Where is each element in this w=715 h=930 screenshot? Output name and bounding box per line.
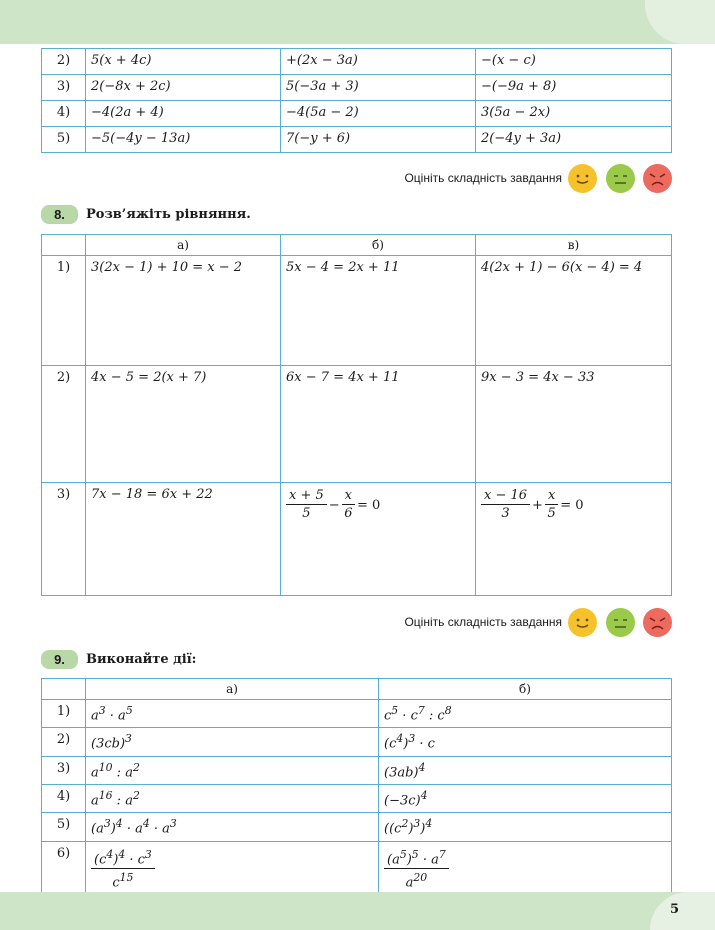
expression-cell[interactable]: $((c^2)^3)^4$ xyxy=(379,813,672,841)
bottom-band xyxy=(0,892,715,930)
row-number: 2) xyxy=(42,728,86,756)
row-number: 4) xyxy=(42,101,86,127)
page-number-box xyxy=(650,892,715,930)
column-header: а) xyxy=(86,679,379,700)
expression-cell[interactable]: $(-3c)^4$ xyxy=(379,784,672,812)
expression-cell[interactable]: −4(2a + 4) xyxy=(86,101,281,127)
row-number: 2) xyxy=(42,366,86,483)
table-row xyxy=(42,784,672,812)
neutral-face-icon[interactable] xyxy=(606,164,635,193)
expression-cell[interactable]: $c^5 \cdot c^7$ : $c^8$ xyxy=(379,700,672,728)
table-row xyxy=(42,127,672,153)
expression-cell[interactable]: $a^3 \cdot a^5$ xyxy=(86,700,379,728)
equation-cell[interactable]: 9x − 3 = 4x − 33 xyxy=(476,366,672,483)
fraction: $\frac{x + 5}{5}$ xyxy=(286,487,327,523)
fraction: $\frac{x - 16}{3}$ xyxy=(481,487,530,523)
difficulty-rating-2 xyxy=(0,607,715,639)
row-number: 5) xyxy=(42,813,86,841)
fraction: $\frac{(c^4)^4 \cdot c^3}{c^{15}}$ xyxy=(91,846,155,893)
row-number: 4) xyxy=(42,784,86,812)
hard-face-icon[interactable] xyxy=(643,164,672,193)
row-number: 3) xyxy=(42,483,86,596)
equation-cell[interactable]: 7x − 18 = 6x + 22 xyxy=(86,483,281,596)
top-band xyxy=(0,0,715,44)
table-row xyxy=(42,366,672,483)
equation-cell[interactable]: 4(2x + 1) − 6(x − 4) = 4 xyxy=(476,256,672,366)
expression-cell[interactable]: 2(−8x + 2c) xyxy=(86,75,281,101)
table-row xyxy=(42,483,672,596)
table-row xyxy=(42,49,672,75)
row-number: 1) xyxy=(42,700,86,728)
equation-cell[interactable]: 4x − 5 = 2(x + 7) xyxy=(86,366,281,483)
column-header: б) xyxy=(281,235,476,256)
expression-cell[interactable] xyxy=(86,841,379,897)
easy-face-icon[interactable] xyxy=(568,608,597,637)
expression-cell[interactable]: 5(x + 4c) xyxy=(86,49,281,75)
equation-cell[interactable]: 6x − 7 = 4x + 11 xyxy=(281,366,476,483)
fraction: $\frac{(a^5)^5 \cdot a^7}{a^{20}}$ xyxy=(384,846,449,893)
table-row xyxy=(42,813,672,841)
equation-cell[interactable]: $\frac{x + 5}{5}$ − $\frac{x}{6}$ = 0 xyxy=(281,483,476,596)
row-number: 6) xyxy=(42,841,86,897)
fraction: $\frac{x}{6}$ xyxy=(342,487,355,523)
table-row xyxy=(42,700,672,728)
task-title: Розв’яжіть рівняння. xyxy=(86,207,251,222)
row-number: 3) xyxy=(42,75,86,101)
expression-cell[interactable]: −4(5a − 2) xyxy=(281,101,476,127)
task-number-badge: 9. xyxy=(41,650,78,669)
difficulty-rating-1 xyxy=(0,163,715,195)
expression-cell[interactable]: $(3cb)^3$ xyxy=(86,728,379,756)
table-row xyxy=(42,728,672,756)
expression-cell[interactable]: 5(−3a + 3) xyxy=(281,75,476,101)
task-title: Виконайте дії: xyxy=(86,652,197,667)
top-tab xyxy=(645,0,715,44)
task7-table xyxy=(41,48,672,153)
corner-cell xyxy=(42,235,86,256)
expression-cell[interactable]: −5(−4y − 13a) xyxy=(86,127,281,153)
expression-cell[interactable]: $a^{16}$ : $a^2$ xyxy=(86,784,379,812)
task-number-badge: 8. xyxy=(41,205,78,224)
column-header: в) xyxy=(476,235,672,256)
expression-cell[interactable]: $(c^4)^3 \cdot c$ xyxy=(379,728,672,756)
expression-cell[interactable]: 2(−4y + 3a) xyxy=(476,127,672,153)
equation-cell[interactable]: $\frac{x - 16}{3}$ + $\frac{x}{5}$ = 0 xyxy=(476,483,672,596)
corner-cell xyxy=(42,679,86,700)
row-number: 5) xyxy=(42,127,86,153)
rate-label: Оцініть складність завдання xyxy=(404,171,562,185)
row-number: 3) xyxy=(42,756,86,784)
row-number: 2) xyxy=(42,49,86,75)
task8-table xyxy=(41,234,672,596)
table-row xyxy=(42,841,672,897)
expression-cell[interactable]: $(a^3)^4 \cdot a^4 \cdot a^3$ xyxy=(86,813,379,841)
equation-cell[interactable]: 3(2x − 1) + 10 = x − 2 xyxy=(86,256,281,366)
hard-face-icon[interactable] xyxy=(643,608,672,637)
expression-cell[interactable] xyxy=(379,841,672,897)
page-number: 5 xyxy=(669,902,679,917)
expression-cell[interactable]: $(3ab)^4$ xyxy=(379,756,672,784)
expression-cell[interactable]: −(−9a + 8) xyxy=(476,75,672,101)
table-row xyxy=(42,256,672,366)
task8-header xyxy=(41,205,251,227)
table-row xyxy=(42,75,672,101)
expression-cell[interactable]: 7(−y + 6) xyxy=(281,127,476,153)
rate-label: Оцініть складність завдання xyxy=(404,615,562,629)
row-number: 1) xyxy=(42,256,86,366)
column-header: а) xyxy=(86,235,281,256)
easy-face-icon[interactable] xyxy=(568,164,597,193)
fraction: $\frac{x}{5}$ xyxy=(545,487,558,523)
expression-cell[interactable]: −(x − c) xyxy=(476,49,672,75)
table-row xyxy=(42,756,672,784)
neutral-face-icon[interactable] xyxy=(606,608,635,637)
task9-header xyxy=(41,650,196,672)
expression-cell[interactable]: 3(5a − 2x) xyxy=(476,101,672,127)
table-row xyxy=(42,101,672,127)
expression-cell[interactable]: +(2x − 3a) xyxy=(281,49,476,75)
equation-cell[interactable]: 5x − 4 = 2x + 11 xyxy=(281,256,476,366)
task9-table xyxy=(41,678,672,897)
column-header: б) xyxy=(379,679,672,700)
expression-cell[interactable]: $a^{10}$ : $a^2$ xyxy=(86,756,379,784)
